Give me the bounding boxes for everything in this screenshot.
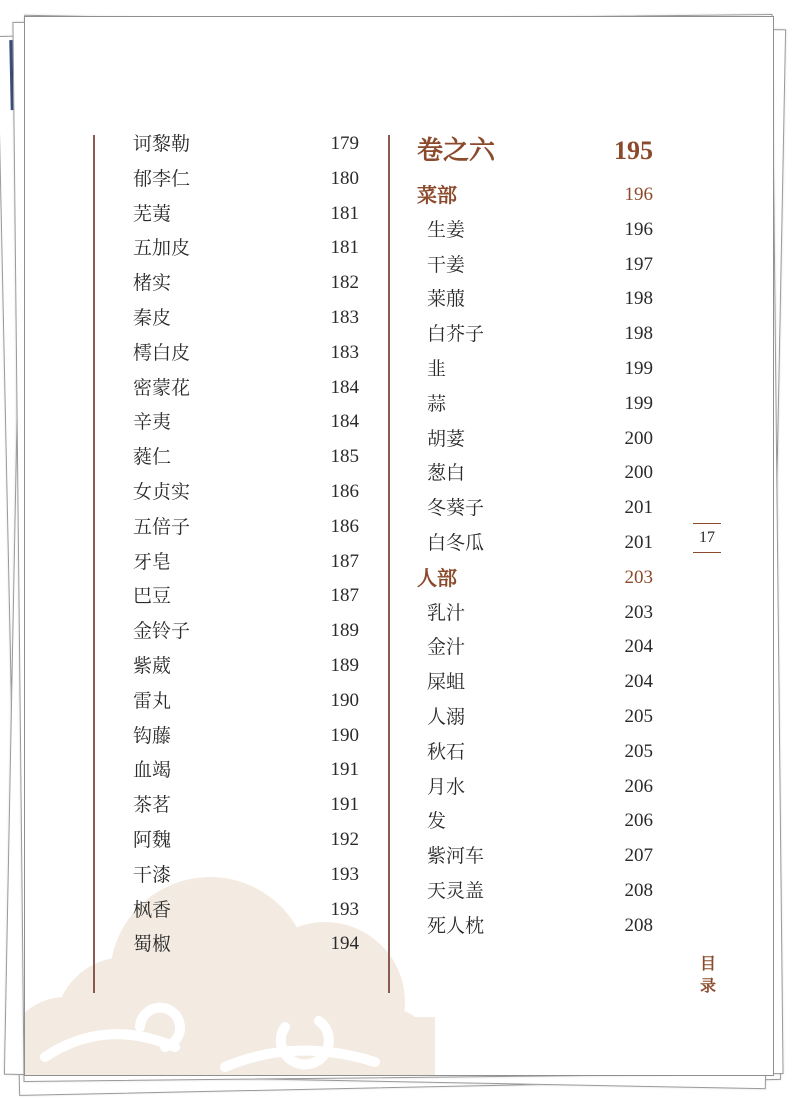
toc-entry[interactable]: [427, 284, 653, 314]
toc-entry[interactable]: [427, 598, 653, 628]
toc-entry-title: 天灵盖: [427, 880, 485, 902]
toc-entry[interactable]: [133, 686, 359, 716]
toc-entry-page: 186: [330, 481, 359, 502]
toc-entry[interactable]: [427, 632, 653, 662]
toc-entry-page: 201: [624, 532, 653, 553]
toc-entry-page: 182: [330, 272, 359, 294]
toc-entry-page: 196: [624, 218, 653, 240]
toc-entry-page: 181: [330, 202, 359, 224]
toc-entry-page: 208: [624, 880, 653, 901]
toc-entry-title: 五倍子: [133, 515, 191, 538]
toc-entry-title: 郁李仁: [133, 167, 191, 190]
toc-entry-title: 巴豆: [133, 585, 172, 608]
toc-entry-page: 206: [624, 810, 653, 832]
toc-entry-page: 190: [330, 724, 359, 746]
toc-entry-title: 雷丸: [133, 689, 172, 712]
volume-heading[interactable]: [417, 131, 653, 171]
toc-entry-page: 199: [624, 392, 653, 414]
toc-entry[interactable]: [427, 772, 653, 802]
toc-entry-title: 人溺: [427, 706, 466, 728]
toc-entry-title: 五加皮: [133, 237, 191, 260]
toc-entry-title: 密蒙花: [133, 376, 191, 399]
toc-entry-page: 180: [330, 167, 359, 189]
toc-entry-page: 187: [330, 550, 359, 572]
toc-entry[interactable]: [427, 841, 653, 871]
toc-page: [24, 16, 774, 1076]
left-column-rule: [93, 135, 95, 993]
toc-entry-title: 蕤仁: [133, 446, 172, 469]
toc-entry[interactable]: [427, 458, 653, 488]
toc-entry[interactable]: [133, 268, 359, 298]
toc-entry-title: 紫葳: [133, 655, 172, 677]
toc-entry-page: 184: [330, 376, 359, 398]
toc-entry-title: 茶茗: [133, 794, 172, 817]
toc-entry-title: 阿魏: [133, 829, 172, 851]
section-label: 目录: [699, 954, 716, 995]
toc-entry[interactable]: [133, 442, 359, 472]
toc-entry[interactable]: [133, 790, 359, 820]
toc-entry-page: 203: [624, 601, 653, 623]
toc-entry[interactable]: [427, 319, 653, 349]
toc-entry-title: 蒜: [427, 392, 447, 415]
toc-entry-page: 204: [624, 671, 653, 693]
toc-entry-page: 189: [330, 655, 359, 676]
toc-entry-page: 206: [624, 775, 653, 797]
toc-entry-page: 205: [624, 706, 653, 727]
right-column-rule: [388, 135, 390, 993]
volume-page: 195: [614, 136, 653, 165]
toc-entry[interactable]: [427, 424, 653, 454]
toc-entry-title: 干漆: [133, 863, 172, 886]
toc-entry-title: 樗白皮: [133, 341, 191, 364]
toc-entry[interactable]: [133, 303, 359, 333]
toc-entry-page: 185: [330, 446, 359, 468]
toc-entry[interactable]: [427, 667, 653, 697]
toc-entry[interactable]: [427, 215, 653, 245]
toc-entry-page: 183: [330, 341, 359, 363]
toc-entry-page: 191: [330, 794, 359, 816]
toc-entry[interactable]: [133, 825, 359, 855]
toc-entry[interactable]: [133, 860, 359, 890]
toc-entry[interactable]: [133, 164, 359, 194]
toc-entry[interactable]: [133, 199, 359, 229]
toc-entry-page: 197: [624, 253, 653, 275]
toc-entry[interactable]: [133, 581, 359, 611]
toc-entry-page: 192: [330, 829, 359, 850]
toc-entry-page: 201: [624, 497, 653, 519]
toc-entry-title: 楮实: [133, 272, 172, 295]
toc-entry[interactable]: [427, 528, 653, 558]
toc-entry[interactable]: [427, 493, 653, 523]
toc-entry[interactable]: [133, 129, 359, 159]
toc-entry-page: 200: [624, 427, 653, 449]
toc-entry-page: 198: [624, 288, 653, 310]
toc-entry[interactable]: [133, 721, 359, 751]
toc-entry[interactable]: [427, 354, 653, 384]
toc-entry-page: 208: [624, 914, 653, 936]
toc-entry-page: 189: [330, 620, 359, 642]
toc-entry[interactable]: [133, 512, 359, 542]
toc-entry-title: 钩藤: [133, 724, 172, 747]
toc-entry-page: 194: [330, 933, 359, 955]
toc-entry-page: 198: [624, 323, 653, 345]
toc-entry-title: 乳汁: [427, 601, 466, 624]
toc-entry-title: 冬葵子: [427, 497, 485, 520]
toc-entry-title: 莱菔: [427, 288, 466, 311]
toc-entry-title: 秋石: [427, 740, 466, 763]
toc-entry-title: 韭: [427, 358, 447, 380]
toc-section-heading[interactable]: [417, 180, 653, 210]
toc-entry-page: 200: [624, 462, 653, 484]
toc-entry-title: 牙皂: [133, 550, 172, 573]
toc-entry-title: 胡荽: [427, 427, 466, 450]
toc-entry-title: 白芥子: [427, 323, 485, 346]
toc-entry-page: 193: [330, 863, 359, 885]
toc-entry-page: 205: [624, 740, 653, 762]
toc-entry-page: 207: [624, 845, 653, 867]
toc-entry-title: 秦皮: [133, 307, 172, 329]
toc-entry[interactable]: [427, 250, 653, 280]
toc-entry-page: 187: [330, 585, 359, 607]
toc-entry[interactable]: [427, 389, 653, 419]
toc-entry-title: 死人枕: [427, 914, 485, 937]
toc-entry-title: 生姜: [427, 218, 466, 241]
toc-entry[interactable]: [133, 651, 359, 681]
toc-section-heading[interactable]: [417, 563, 653, 593]
toc-entry[interactable]: [427, 911, 653, 941]
toc-entry-page: 190: [330, 689, 359, 711]
toc-entry-page: 179: [330, 133, 359, 154]
toc-entry[interactable]: [133, 755, 359, 785]
toc-entry-title: 辛夷: [133, 411, 172, 434]
toc-entry-title: 金汁: [427, 636, 466, 659]
toc-entry[interactable]: [427, 737, 653, 767]
volume-title: 卷之六: [417, 136, 496, 166]
toc-entry-title: 诃黎勒: [133, 133, 191, 155]
toc-entry[interactable]: [427, 876, 653, 906]
toc-entry[interactable]: [133, 895, 359, 925]
toc-entry-title: 月水: [427, 775, 466, 798]
toc-entry-title: 芜荑: [133, 202, 172, 225]
toc-entry[interactable]: [133, 233, 359, 263]
toc-entry[interactable]: [427, 806, 653, 836]
toc-entry-title: 金铃子: [133, 620, 191, 643]
toc-entry-page: 186: [330, 515, 359, 537]
toc-entry-title: 人部: [417, 565, 457, 590]
toc-entry-title: 葱白: [427, 462, 466, 485]
toc-entry-title: 血竭: [133, 759, 172, 782]
toc-entry-page: 199: [624, 358, 653, 379]
toc-entry-title: 枫香: [133, 898, 172, 921]
toc-entry-title: 女贞实: [133, 481, 191, 503]
toc-entry-page: 203: [624, 566, 653, 588]
toc-entry-title: 蜀椒: [133, 933, 172, 956]
toc-entry[interactable]: [133, 477, 359, 507]
toc-entry[interactable]: [133, 929, 359, 959]
toc-entry-title: 菜部: [417, 183, 457, 207]
toc-entry[interactable]: [133, 373, 359, 403]
toc-entry-page: 191: [330, 759, 359, 781]
toc-entry-page: 204: [624, 636, 653, 658]
toc-entry-page: 184: [330, 411, 359, 433]
toc-entry-title: 屎蛆: [427, 671, 466, 694]
toc-entry-page: 183: [330, 307, 359, 328]
toc-entry-page: 181: [330, 237, 359, 259]
toc-entry-title: 紫河车: [427, 845, 485, 868]
toc-entry-title: 白冬瓜: [427, 532, 485, 554]
toc-entry[interactable]: [427, 702, 653, 732]
page-number: 17: [693, 523, 721, 553]
toc-entry[interactable]: [133, 338, 359, 368]
toc-entry-title: 发: [427, 810, 447, 833]
toc-entry[interactable]: [133, 616, 359, 646]
toc-entry[interactable]: [133, 547, 359, 577]
toc-entry[interactable]: [133, 407, 359, 437]
toc-entry-page: 196: [624, 184, 653, 205]
toc-entry-page: 193: [330, 898, 359, 920]
toc-entry-title: 干姜: [427, 253, 466, 276]
